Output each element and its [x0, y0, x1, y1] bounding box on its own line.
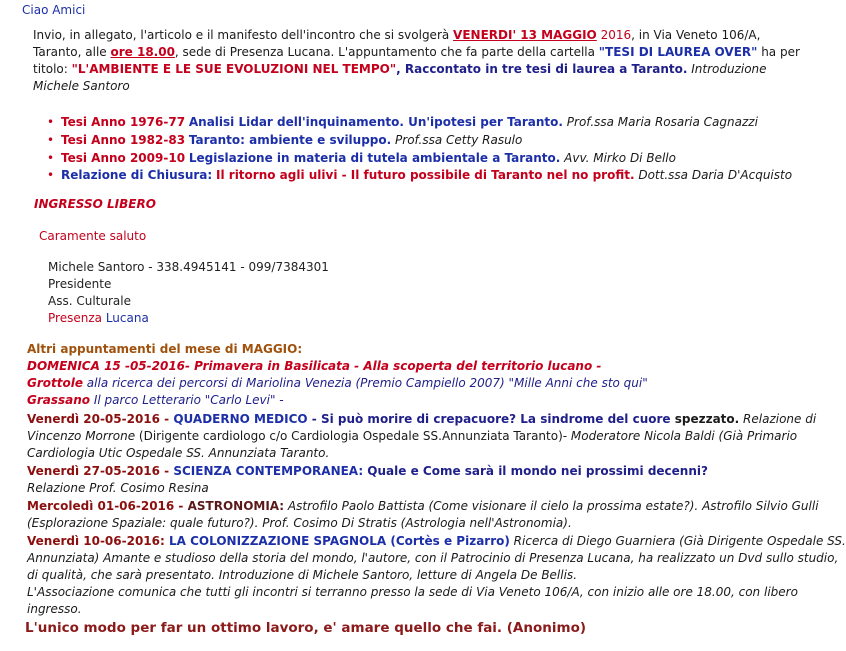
event-title: LA COLONIZZAZIONE SPAGNOLA (Cortès e Pizarro) — [168, 534, 510, 548]
list-item — [47, 151, 676, 165]
closing-quote: L'unico modo per far un ottimo lavoro, e' amare quello che fai. (Anonimo) — [25, 620, 587, 636]
association-notice-1: L'Associazione comunica che tutti gli incontri si terranno presso la sede di Via Veneto 106/A, con inizio alle ore 18.00, con libero — [27, 585, 798, 599]
thesis-speaker: Prof.ssa Maria Rosaria Cagnazzi — [566, 115, 758, 129]
event-10-line-1 — [27, 534, 846, 548]
thesis-label: Tesi Anno 2009-10 — [61, 151, 186, 165]
event-date: Venerdì 20-05-2016 - — [27, 412, 174, 426]
thesis-topic: Legislazione in materia di tutela ambientale a Taranto. — [188, 151, 561, 165]
greeting: Ciao Amici — [22, 3, 86, 17]
event-title: ASTRONOMIA: — [187, 499, 285, 513]
event-20-line-3: Cardiologia Utic Ospedale SS. Annunziata Taranto. — [27, 446, 330, 460]
event-sunday: DOMENICA 15 -05-2016- Primavera in Basilicata - Alla scoperta del territorio lucano - — [27, 359, 602, 373]
event-10-line-3: di qualità, che sarà presentato. Introduzione di Michele Santoro, letture di Angela De Bellis. — [27, 568, 578, 582]
list-item — [47, 115, 758, 129]
event-date: VENERDI' 13 MAGGIO — [453, 28, 597, 42]
association-notice-2: ingresso. — [27, 602, 82, 616]
bullet-icon: • — [47, 151, 55, 165]
event-27-line-2: Relazione Prof. Cosimo Resina — [27, 481, 209, 495]
intro-line-3 — [33, 61, 767, 78]
free-entry-notice: INGRESSO LIBERO — [34, 197, 156, 211]
intro-text: Invio, in allegato, l'articolo e il manifesto dell'incontro che si svolgerà — [33, 28, 454, 42]
thesis-speaker: Dott.ssa Daria D'Acquisto — [638, 168, 793, 182]
thesis-topic: Taranto: ambiente e sviluppo. — [188, 133, 392, 147]
thesis-speaker: Prof.ssa Cetty Rasulo — [395, 133, 523, 147]
event-01-line-2: (Esplorazione Spaziale: quale futuro?). Prof. Cosimo Di Stratis (Astrologia nell'Astronomia). — [27, 516, 572, 530]
event-date: Venerdì 27-05-2016 - — [27, 464, 174, 478]
intro-line-4: Michele Santoro — [33, 79, 130, 93]
other-events-heading: Altri appuntamenti del mese di MAGGIO: — [27, 342, 303, 356]
event-time: ore 18.00 — [110, 45, 175, 59]
place-name: Grottole — [27, 376, 83, 390]
event-date: Mercoledì 01-06-2016 - — [27, 499, 188, 513]
signature-org-type: Ass. Culturale — [48, 294, 131, 308]
event-year: 2016 — [596, 28, 632, 42]
place-desc: Il parco Letterario "Carlo Levi" - — [90, 393, 284, 407]
bullet-icon: • — [47, 133, 55, 147]
list-item — [47, 168, 792, 182]
event-desc: Ricerca di Diego Guarniera (Già Dirigente Ospedale SS. — [509, 534, 846, 548]
thesis-label: Tesi Anno 1976-77 — [61, 115, 186, 129]
event-desc: (Dirigente cardiologo c/o Cardiologia Ospedale SS.Annunziata Taranto)- — [135, 429, 568, 443]
list-item — [47, 133, 522, 147]
thesis-label: Relazione di Chiusura: — [61, 168, 213, 182]
event-subtitle: - Si può morire di crepacuore? La sindrome del cuore — [307, 412, 675, 426]
intro-text: Taranto, alle — [33, 45, 111, 59]
intro-line-1 — [33, 27, 760, 44]
thesis-label: Tesi Anno 1982-83 — [61, 133, 186, 147]
event-grottole — [27, 376, 648, 390]
event-20-line-2 — [27, 429, 797, 443]
event-title: "L'AMBIENTE E LE SUE EVOLUZIONI NEL TEMPO" — [71, 62, 397, 76]
event-01-line-1 — [27, 499, 819, 513]
intro-text: , sede di Presenza Lucana. L'appuntamento che fa parte della cartella — [174, 45, 599, 59]
org-name-part: Presenza — [48, 311, 102, 325]
closing-greeting: Caramente saluto — [39, 229, 147, 243]
intro-text: Introduzione — [687, 62, 767, 76]
intro-line-2 — [33, 44, 800, 61]
event-title: SCIENZA CONTEMPORANEA: — [173, 464, 364, 478]
event-grassano — [27, 393, 284, 407]
event-subtitle: , Raccontato in tre tesi di laurea a Taranto. — [396, 62, 688, 76]
event-date: Venerdì 10-06-2016: — [27, 534, 169, 548]
intro-text: titolo: — [33, 62, 72, 76]
place-desc: alla ricerca dei percorsi di Mariolina Venezia (Premio Campiello 2007) "Mille Anni che sto qui" — [82, 376, 648, 390]
event-desc: Moderatore Nicola Baldi (Già Primario — [567, 429, 798, 443]
event-10-line-2: Annunziata) Amante e studioso della storia del mondo, l'autore, con il Patrocinio di Presenza Lucana, ha realizzato un Dvd sullo studio, — [27, 551, 839, 565]
event-subtitle-end: spezzato. — [674, 412, 740, 426]
thesis-speaker: Avv. Mirko Di Bello — [564, 151, 676, 165]
intro-text: , in Via Veneto 106/A, — [631, 28, 761, 42]
thesis-topic: Il ritorno agli ulivi - Il futuro possibile di Taranto nel no profit. — [216, 168, 635, 182]
event-20-line-1 — [27, 412, 816, 426]
signature-org-name — [48, 311, 149, 325]
intro-text: ha per — [757, 45, 800, 59]
event-27-line-1 — [27, 464, 708, 478]
bullet-icon: • — [47, 115, 55, 129]
org-name-part: Lucana — [105, 311, 149, 325]
thesis-topic: Analisi Lidar dell'inquinamento. Un'ipotesi per Taranto. — [188, 115, 563, 129]
bullet-icon: • — [47, 168, 55, 182]
place-name: Grassano — [27, 393, 91, 407]
event-title: QUADERNO MEDICO — [173, 412, 308, 426]
signature-contact: Michele Santoro - 338.4945141 - 099/7384301 — [48, 260, 329, 274]
event-desc: Vincenzo Morrone — [27, 429, 136, 443]
event-desc: Astrofilo Paolo Battista (Come visionare il cielo la prossima estate?). Astrofilo Silvio Gulli — [284, 499, 819, 513]
event-subtitle: Quale e Come sarà il mondo nei prossimi decenni? — [363, 464, 708, 478]
event-desc: Relazione di — [739, 412, 817, 426]
folder-name: "TESI DI LAUREA OVER" — [598, 45, 758, 59]
signature-role: Presidente — [48, 277, 112, 291]
